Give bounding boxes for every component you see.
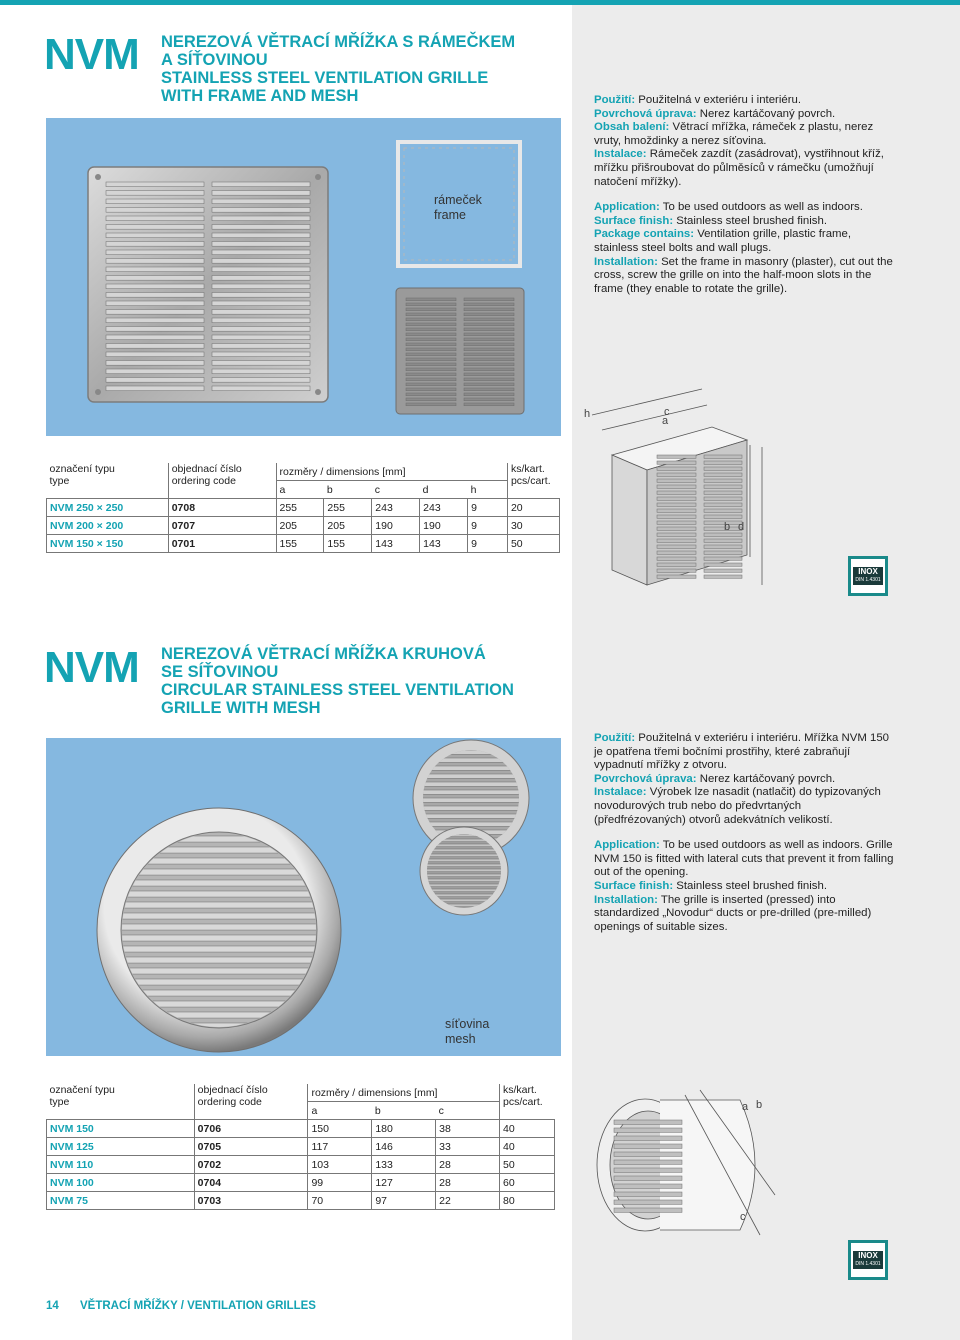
description-label: Povrchová úprava: bbox=[594, 107, 697, 120]
cell-code: 0706 bbox=[194, 1120, 308, 1138]
dimension-header-b: b bbox=[324, 481, 372, 499]
dimension-header-a: a bbox=[276, 481, 324, 499]
description-item bbox=[594, 94, 894, 108]
description-text: The grille is inserted (pressed) into standardized „Novodur“ ducts or pre-drilled (pre-milled) openings of suitable sizes. bbox=[594, 893, 872, 933]
cell-a: 255 bbox=[276, 499, 324, 517]
cell-type: NVM 150 × 150 bbox=[47, 535, 169, 553]
cell-b: 205 bbox=[324, 517, 372, 535]
description-text: Ventilation grille, plastic frame, stainless steel bolts and wall plugs. bbox=[594, 228, 852, 254]
header-dimensions: rozměry / dimensions [mm] bbox=[276, 463, 507, 481]
description-item bbox=[594, 215, 894, 229]
square-grille-illustration bbox=[46, 118, 561, 436]
spec-table-2 bbox=[46, 1084, 555, 1210]
drawing-label-c: c bbox=[664, 406, 670, 418]
cell-code: 0705 bbox=[194, 1138, 308, 1156]
cell-type: NVM 250 × 250 bbox=[47, 499, 169, 517]
description-item bbox=[594, 880, 894, 894]
cell-type: NVM 100 bbox=[47, 1174, 195, 1192]
description-text: Set the frame in masonry (plaster), cut out the cross, screw the grille on into the half-moon slots in the frame (they enable to rotate the grille). bbox=[594, 255, 893, 295]
mesh-caption bbox=[445, 1017, 489, 1047]
spec-table-1 bbox=[46, 463, 560, 553]
cell-c: 38 bbox=[436, 1120, 500, 1138]
header-qty: ks/kart. pcs/cart. bbox=[500, 1084, 555, 1120]
description-item bbox=[594, 201, 894, 215]
description-label: Package contains: bbox=[594, 228, 695, 241]
description-label: Surface finish: bbox=[594, 879, 674, 892]
cell-a: 205 bbox=[276, 517, 324, 535]
description-text: To be used outdoors as well as indoors. bbox=[659, 201, 863, 214]
cell-a: 150 bbox=[308, 1120, 372, 1138]
cell-code: 0708 bbox=[168, 499, 276, 517]
header-code: objednací číslo ordering code bbox=[194, 1084, 308, 1120]
drawing-label-b: b bbox=[724, 521, 731, 533]
frame-caption bbox=[434, 193, 482, 223]
dimension-header-a: a bbox=[308, 1102, 372, 1120]
cell-b: 155 bbox=[324, 535, 372, 553]
title-cz-line2: SE SÍŤOVINOU bbox=[161, 663, 279, 681]
cell-c: 22 bbox=[436, 1192, 500, 1210]
header-type: označení typu type bbox=[49, 1084, 115, 1108]
table-row bbox=[47, 1156, 555, 1174]
frame-caption-cz: rámeček bbox=[434, 193, 482, 207]
description-item bbox=[594, 732, 894, 773]
cell-qty: 60 bbox=[500, 1174, 555, 1192]
drawing-label-c: c bbox=[740, 1211, 746, 1223]
description-text: To be used outdoors as well as indoors. Grille NVM 150 is fitted with lateral cuts that prevent it from falling out of the opening. bbox=[594, 839, 894, 879]
description-item bbox=[594, 228, 894, 255]
description-text: Výrobek lze nasadit (natlačit) do typizovaných novodurových trub nebo do předvrtaných (předfrézovaných) otvorů adekvátních velikostí. bbox=[594, 786, 881, 826]
mesh-caption-en: mesh bbox=[445, 1032, 476, 1046]
description-en bbox=[594, 839, 894, 934]
cell-a: 117 bbox=[308, 1138, 372, 1156]
cell-qty: 30 bbox=[507, 517, 559, 535]
cell-type: NVM 75 bbox=[47, 1192, 195, 1210]
title-cz-line1: NEREZOVÁ VĚTRACÍ MŘÍŽKA KRUHOVÁ bbox=[161, 645, 486, 663]
description-text: Nerez kartáčovaný povrch. bbox=[696, 772, 836, 785]
description-label: Instalace: bbox=[594, 148, 647, 161]
description-label: Povrchová úprava: bbox=[594, 772, 697, 785]
description-label: Installation: bbox=[594, 255, 658, 268]
description-item bbox=[594, 108, 894, 122]
description-text: Použitelná v exteriéru i interiéru. Mřížka NVM 150 je opatřena třemi bočními prostřihy, které zabraňují vypadnutí mřížky z otvoru. bbox=[594, 732, 889, 772]
table-row bbox=[47, 517, 560, 535]
cell-qty: 50 bbox=[500, 1156, 555, 1174]
description-2 bbox=[594, 732, 894, 934]
cell-b: 146 bbox=[372, 1138, 436, 1156]
product-code-2: NVM bbox=[44, 643, 139, 692]
cell-d: 143 bbox=[420, 535, 468, 553]
title-en-line1: STAINLESS STEEL VENTILATION GRILLE bbox=[161, 69, 489, 87]
cell-b: 127 bbox=[372, 1174, 436, 1192]
description-item bbox=[594, 148, 894, 189]
dimension-header-d: d bbox=[420, 481, 468, 499]
drawing-label-d: d bbox=[738, 521, 745, 533]
description-label: Installation: bbox=[594, 893, 658, 906]
description-cz bbox=[594, 732, 894, 827]
table-row bbox=[47, 499, 560, 517]
description-item bbox=[594, 256, 894, 297]
drawing-label-h: h bbox=[584, 408, 591, 420]
drawing-label-a: a bbox=[662, 415, 669, 427]
description-cz bbox=[594, 94, 894, 189]
product-photo-square bbox=[46, 118, 561, 436]
description-item bbox=[594, 121, 894, 148]
page-number: 14 bbox=[46, 1300, 59, 1312]
cell-code: 0704 bbox=[194, 1174, 308, 1192]
frame-caption-en: frame bbox=[434, 208, 466, 222]
header-code: objednací číslo ordering code bbox=[168, 463, 276, 499]
description-item bbox=[594, 786, 894, 827]
cell-c: 33 bbox=[436, 1138, 500, 1156]
technical-drawing-square bbox=[572, 385, 772, 605]
table-row bbox=[47, 1120, 555, 1138]
cell-d: 190 bbox=[420, 517, 468, 535]
product-photo-round bbox=[46, 738, 561, 1056]
cell-c: 243 bbox=[372, 499, 420, 517]
table-row bbox=[47, 1138, 555, 1156]
table-row bbox=[47, 535, 560, 553]
description-label: Application: bbox=[594, 839, 660, 852]
cell-qty: 40 bbox=[500, 1120, 555, 1138]
cell-h: 9 bbox=[468, 499, 508, 517]
cell-code: 0701 bbox=[168, 535, 276, 553]
cell-a: 70 bbox=[308, 1192, 372, 1210]
cell-type: NVM 200 × 200 bbox=[47, 517, 169, 535]
cell-qty: 20 bbox=[507, 499, 559, 517]
description-item bbox=[594, 839, 894, 880]
cell-a: 103 bbox=[308, 1156, 372, 1174]
header-qty: ks/kart. pcs/cart. bbox=[507, 463, 559, 499]
header-dimensions: rozměry / dimensions [mm] bbox=[308, 1084, 500, 1102]
cell-type: NVM 150 bbox=[47, 1120, 195, 1138]
cell-c: 143 bbox=[372, 535, 420, 553]
description-label: Surface finish: bbox=[594, 214, 674, 227]
dimension-header-c: c bbox=[436, 1102, 500, 1120]
cell-c: 190 bbox=[372, 517, 420, 535]
description-label: Použití: bbox=[594, 732, 636, 744]
dimension-header-b: b bbox=[372, 1102, 436, 1120]
description-en bbox=[594, 201, 894, 296]
description-text: Větrací mřížka, rámeček z plastu, nerez vruty, hmoždinky a nerez síťovina. bbox=[594, 121, 874, 147]
description-text: Stainless steel brushed finish. bbox=[673, 214, 827, 227]
table-row bbox=[47, 1192, 555, 1210]
title-en-line1: CIRCULAR STAINLESS STEEL VENTILATION bbox=[161, 681, 514, 699]
cell-a: 155 bbox=[276, 535, 324, 553]
description-label: Obsah balení: bbox=[594, 121, 670, 134]
header-type: označení typu type bbox=[49, 463, 115, 487]
cell-a: 99 bbox=[308, 1174, 372, 1192]
title-cz-line1: NEREZOVÁ VĚTRACÍ MŘÍŽKA S RÁMEČKEM bbox=[161, 33, 516, 51]
cell-b: 97 bbox=[372, 1192, 436, 1210]
title-en-line2: WITH FRAME AND MESH bbox=[161, 87, 359, 105]
cell-h: 9 bbox=[468, 517, 508, 535]
inox-badge-2: INOX DIN 1.4301 bbox=[848, 1240, 888, 1280]
page-footer bbox=[46, 1300, 316, 1312]
title-cz-line2: A SÍŤOVINOU bbox=[161, 51, 268, 69]
description-text: Rámeček zazdít (zasádrovat), vystřihnout kříž, mřížku přišroubovat do půlměsíců v rámečku (umožňují natočení mřížky). bbox=[594, 148, 884, 188]
cell-c: 28 bbox=[436, 1156, 500, 1174]
drawing-label-b: b bbox=[756, 1099, 763, 1111]
cell-c: 28 bbox=[436, 1174, 500, 1192]
description-1 bbox=[594, 94, 894, 296]
dimension-header-h: h bbox=[468, 481, 508, 499]
cell-code: 0703 bbox=[194, 1192, 308, 1210]
cell-type: NVM 110 bbox=[47, 1156, 195, 1174]
cell-h: 9 bbox=[468, 535, 508, 553]
cell-type: NVM 125 bbox=[47, 1138, 195, 1156]
footer-title: VĚTRACÍ MŘÍŽKY / VENTILATION GRILLES bbox=[80, 1300, 316, 1312]
mesh-caption-cz: síťovina bbox=[445, 1017, 490, 1031]
title-en-line2: GRILLE WITH MESH bbox=[161, 699, 321, 717]
cell-b: 133 bbox=[372, 1156, 436, 1174]
section1-title bbox=[161, 33, 515, 105]
cell-b: 180 bbox=[372, 1120, 436, 1138]
product-code-1: NVM bbox=[44, 30, 139, 79]
cell-d: 243 bbox=[420, 499, 468, 517]
dimension-header-c: c bbox=[372, 481, 420, 499]
cell-qty: 50 bbox=[507, 535, 559, 553]
description-item bbox=[594, 773, 894, 787]
description-item bbox=[594, 894, 894, 935]
description-text: Použitelná v exteriéru i interiéru. bbox=[635, 94, 802, 106]
description-label: Instalace: bbox=[594, 786, 647, 799]
cell-qty: 80 bbox=[500, 1192, 555, 1210]
description-label: Application: bbox=[594, 201, 660, 214]
description-label: Použití: bbox=[594, 94, 636, 106]
cell-code: 0702 bbox=[194, 1156, 308, 1174]
cell-b: 255 bbox=[324, 499, 372, 517]
technical-drawing-round bbox=[590, 1070, 790, 1240]
section2-title bbox=[161, 645, 514, 717]
round-grille-illustration bbox=[46, 738, 561, 1056]
description-text: Stainless steel brushed finish. bbox=[673, 879, 827, 892]
cell-qty: 40 bbox=[500, 1138, 555, 1156]
description-text: Nerez kartáčovaný povrch. bbox=[696, 107, 836, 120]
table-row bbox=[47, 1174, 555, 1192]
inox-badge-1: INOX DIN 1.4301 bbox=[848, 556, 888, 596]
drawing-label-a: a bbox=[742, 1101, 749, 1113]
cell-code: 0707 bbox=[168, 517, 276, 535]
